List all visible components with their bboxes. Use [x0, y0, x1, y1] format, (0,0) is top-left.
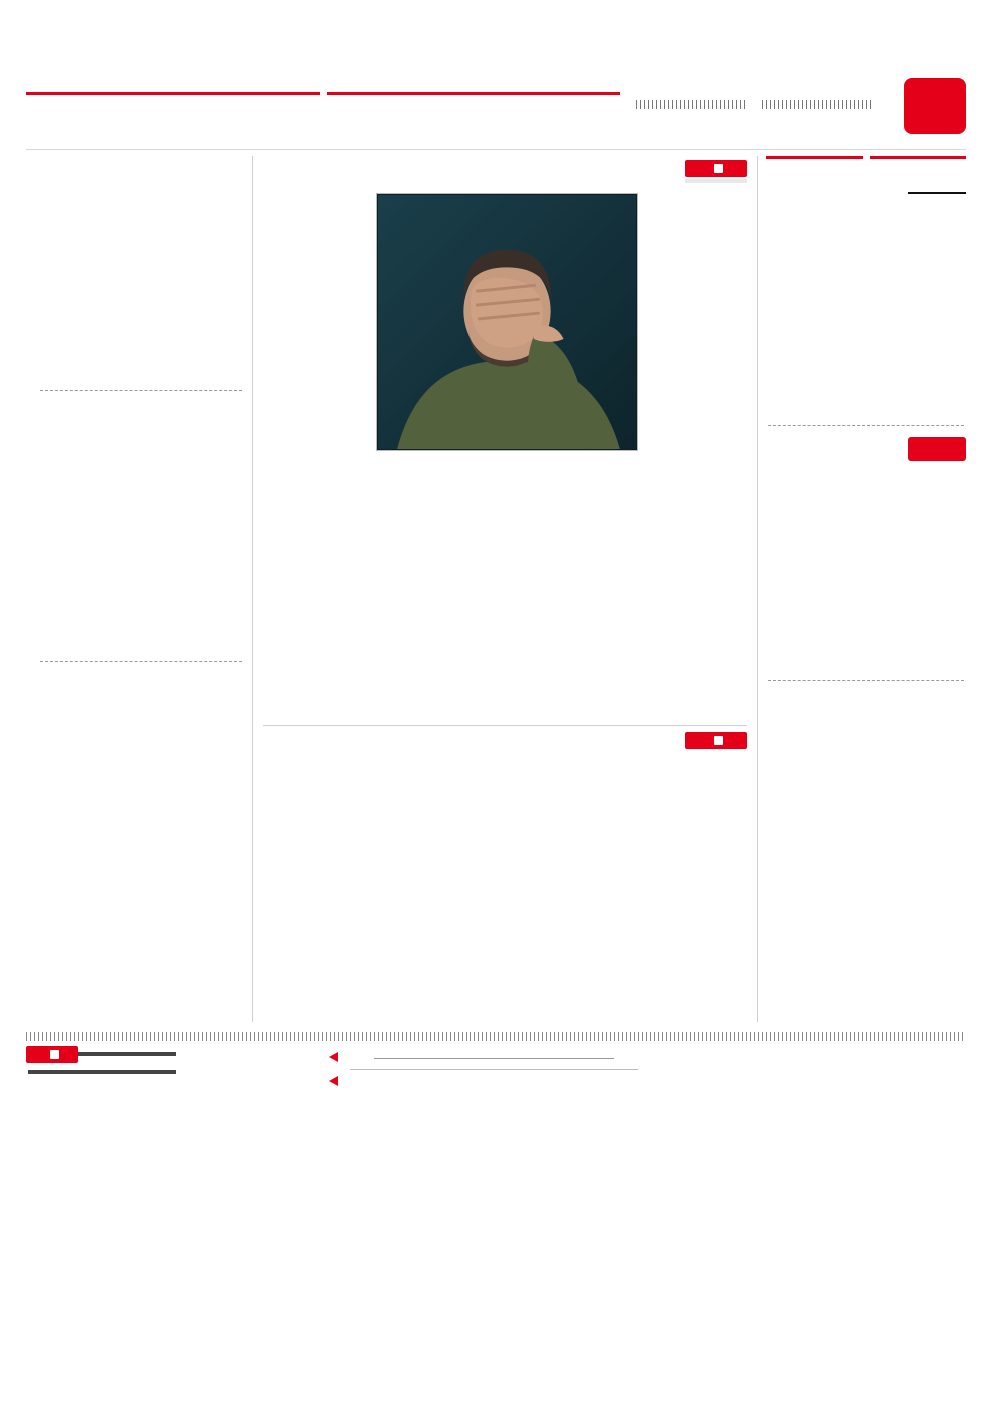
- divider: [768, 425, 964, 426]
- javan-mark-icon: [714, 164, 723, 173]
- triangle-icon: [329, 1052, 338, 1062]
- press-headlines-header: [766, 156, 966, 159]
- jamjam-logo: [908, 437, 966, 461]
- designer-line: [374, 1054, 614, 1059]
- press-item-body: [766, 166, 966, 416]
- news-body: [263, 757, 747, 955]
- tick-ornament: [762, 100, 872, 109]
- page-header: [26, 78, 966, 150]
- excerpt-news-header: [26, 92, 620, 95]
- news-badge: [685, 732, 747, 749]
- divider: [40, 661, 242, 662]
- analysis-body-row: [263, 193, 747, 715]
- excerpt-article-body: [38, 400, 244, 652]
- press-item: [766, 435, 966, 671]
- excerpt-article-body: [38, 163, 244, 381]
- analysis-body-left: [263, 193, 367, 715]
- triangle-icon: [329, 1076, 338, 1086]
- tick-ornament: [636, 100, 746, 109]
- crossword-answer-title: [184, 1076, 338, 1086]
- divider: [350, 1069, 638, 1070]
- press-headlines-column: [758, 156, 966, 1022]
- article-photo: [376, 193, 638, 451]
- puzzles-section: [26, 1032, 966, 1092]
- press-item-body: [766, 690, 966, 926]
- excerpt-news-column: [38, 156, 252, 1022]
- issue-info: [762, 100, 880, 109]
- press-item: [766, 166, 966, 416]
- divider: [40, 390, 242, 391]
- center-column: [252, 156, 758, 1022]
- crossword-grid-zone: [650, 1052, 966, 1092]
- analysis-badge: [685, 160, 747, 177]
- sudoku-title: [184, 1052, 338, 1062]
- analysis-header: [263, 160, 747, 183]
- tick-separator: [26, 1032, 966, 1041]
- press-item-body: [766, 435, 966, 671]
- analysis-body-right: [647, 193, 747, 715]
- divider: [768, 680, 964, 681]
- author-name: [685, 179, 747, 183]
- javan-mark-icon: [714, 736, 723, 745]
- news-kicker: [263, 736, 677, 749]
- excerpt-article: [38, 400, 244, 652]
- javan-mark-icon: [50, 1050, 59, 1059]
- excerpt-article: [38, 163, 244, 381]
- main-content: [26, 156, 966, 1022]
- puzzle-badge: [26, 1046, 78, 1063]
- crossword-clues-zone: [350, 1052, 638, 1092]
- date-info: [628, 100, 746, 109]
- sudoku-solution-grid: [28, 1070, 176, 1074]
- press-item: [766, 690, 966, 926]
- analysis-body-below: [376, 460, 638, 712]
- javan-logo: [904, 78, 966, 134]
- excerpt-article: [38, 671, 244, 933]
- resalat-logo: [908, 692, 966, 716]
- excerpt-article-body: [38, 671, 244, 933]
- kayhan-logo: [908, 168, 966, 194]
- news-section: [263, 725, 747, 955]
